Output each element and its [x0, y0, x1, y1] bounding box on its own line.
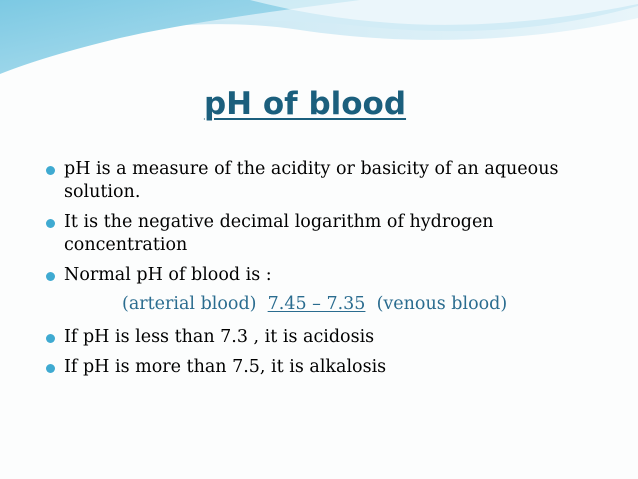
bullet-icon	[46, 334, 55, 343]
bullet-item	[46, 264, 606, 287]
bullet-text: If pH is less than 7.3 , it is acidosis	[64, 327, 375, 347]
bullet-text: It is the negative decimal logarithm of hydrogen concentration	[64, 212, 494, 255]
bullet-list	[46, 158, 606, 386]
ph-range-value: 7.45 – 7.35	[267, 294, 366, 314]
bullet-icon	[46, 272, 55, 281]
bullet-item	[46, 356, 606, 379]
bullet-icon	[46, 364, 55, 373]
arterial-label: (arterial blood)	[122, 294, 257, 314]
bullet-item	[46, 158, 606, 204]
venous-label: (venous blood)	[376, 294, 508, 314]
blood-ph-range-line	[46, 293, 606, 316]
bullet-text: pH is a measure of the acidity or basicity of an aqueous solution.	[64, 159, 559, 202]
bullet-text: If pH is more than 7.5, it is alkalosis	[64, 357, 387, 377]
bullet-item	[46, 211, 606, 257]
slide-title: pH of blood	[203, 86, 407, 122]
bullet-icon	[46, 219, 55, 228]
bullet-icon	[46, 166, 55, 175]
decorative-wave-banner	[0, 0, 638, 85]
bullet-item	[46, 326, 606, 349]
bullet-text: Normal pH of blood is :	[64, 265, 272, 285]
